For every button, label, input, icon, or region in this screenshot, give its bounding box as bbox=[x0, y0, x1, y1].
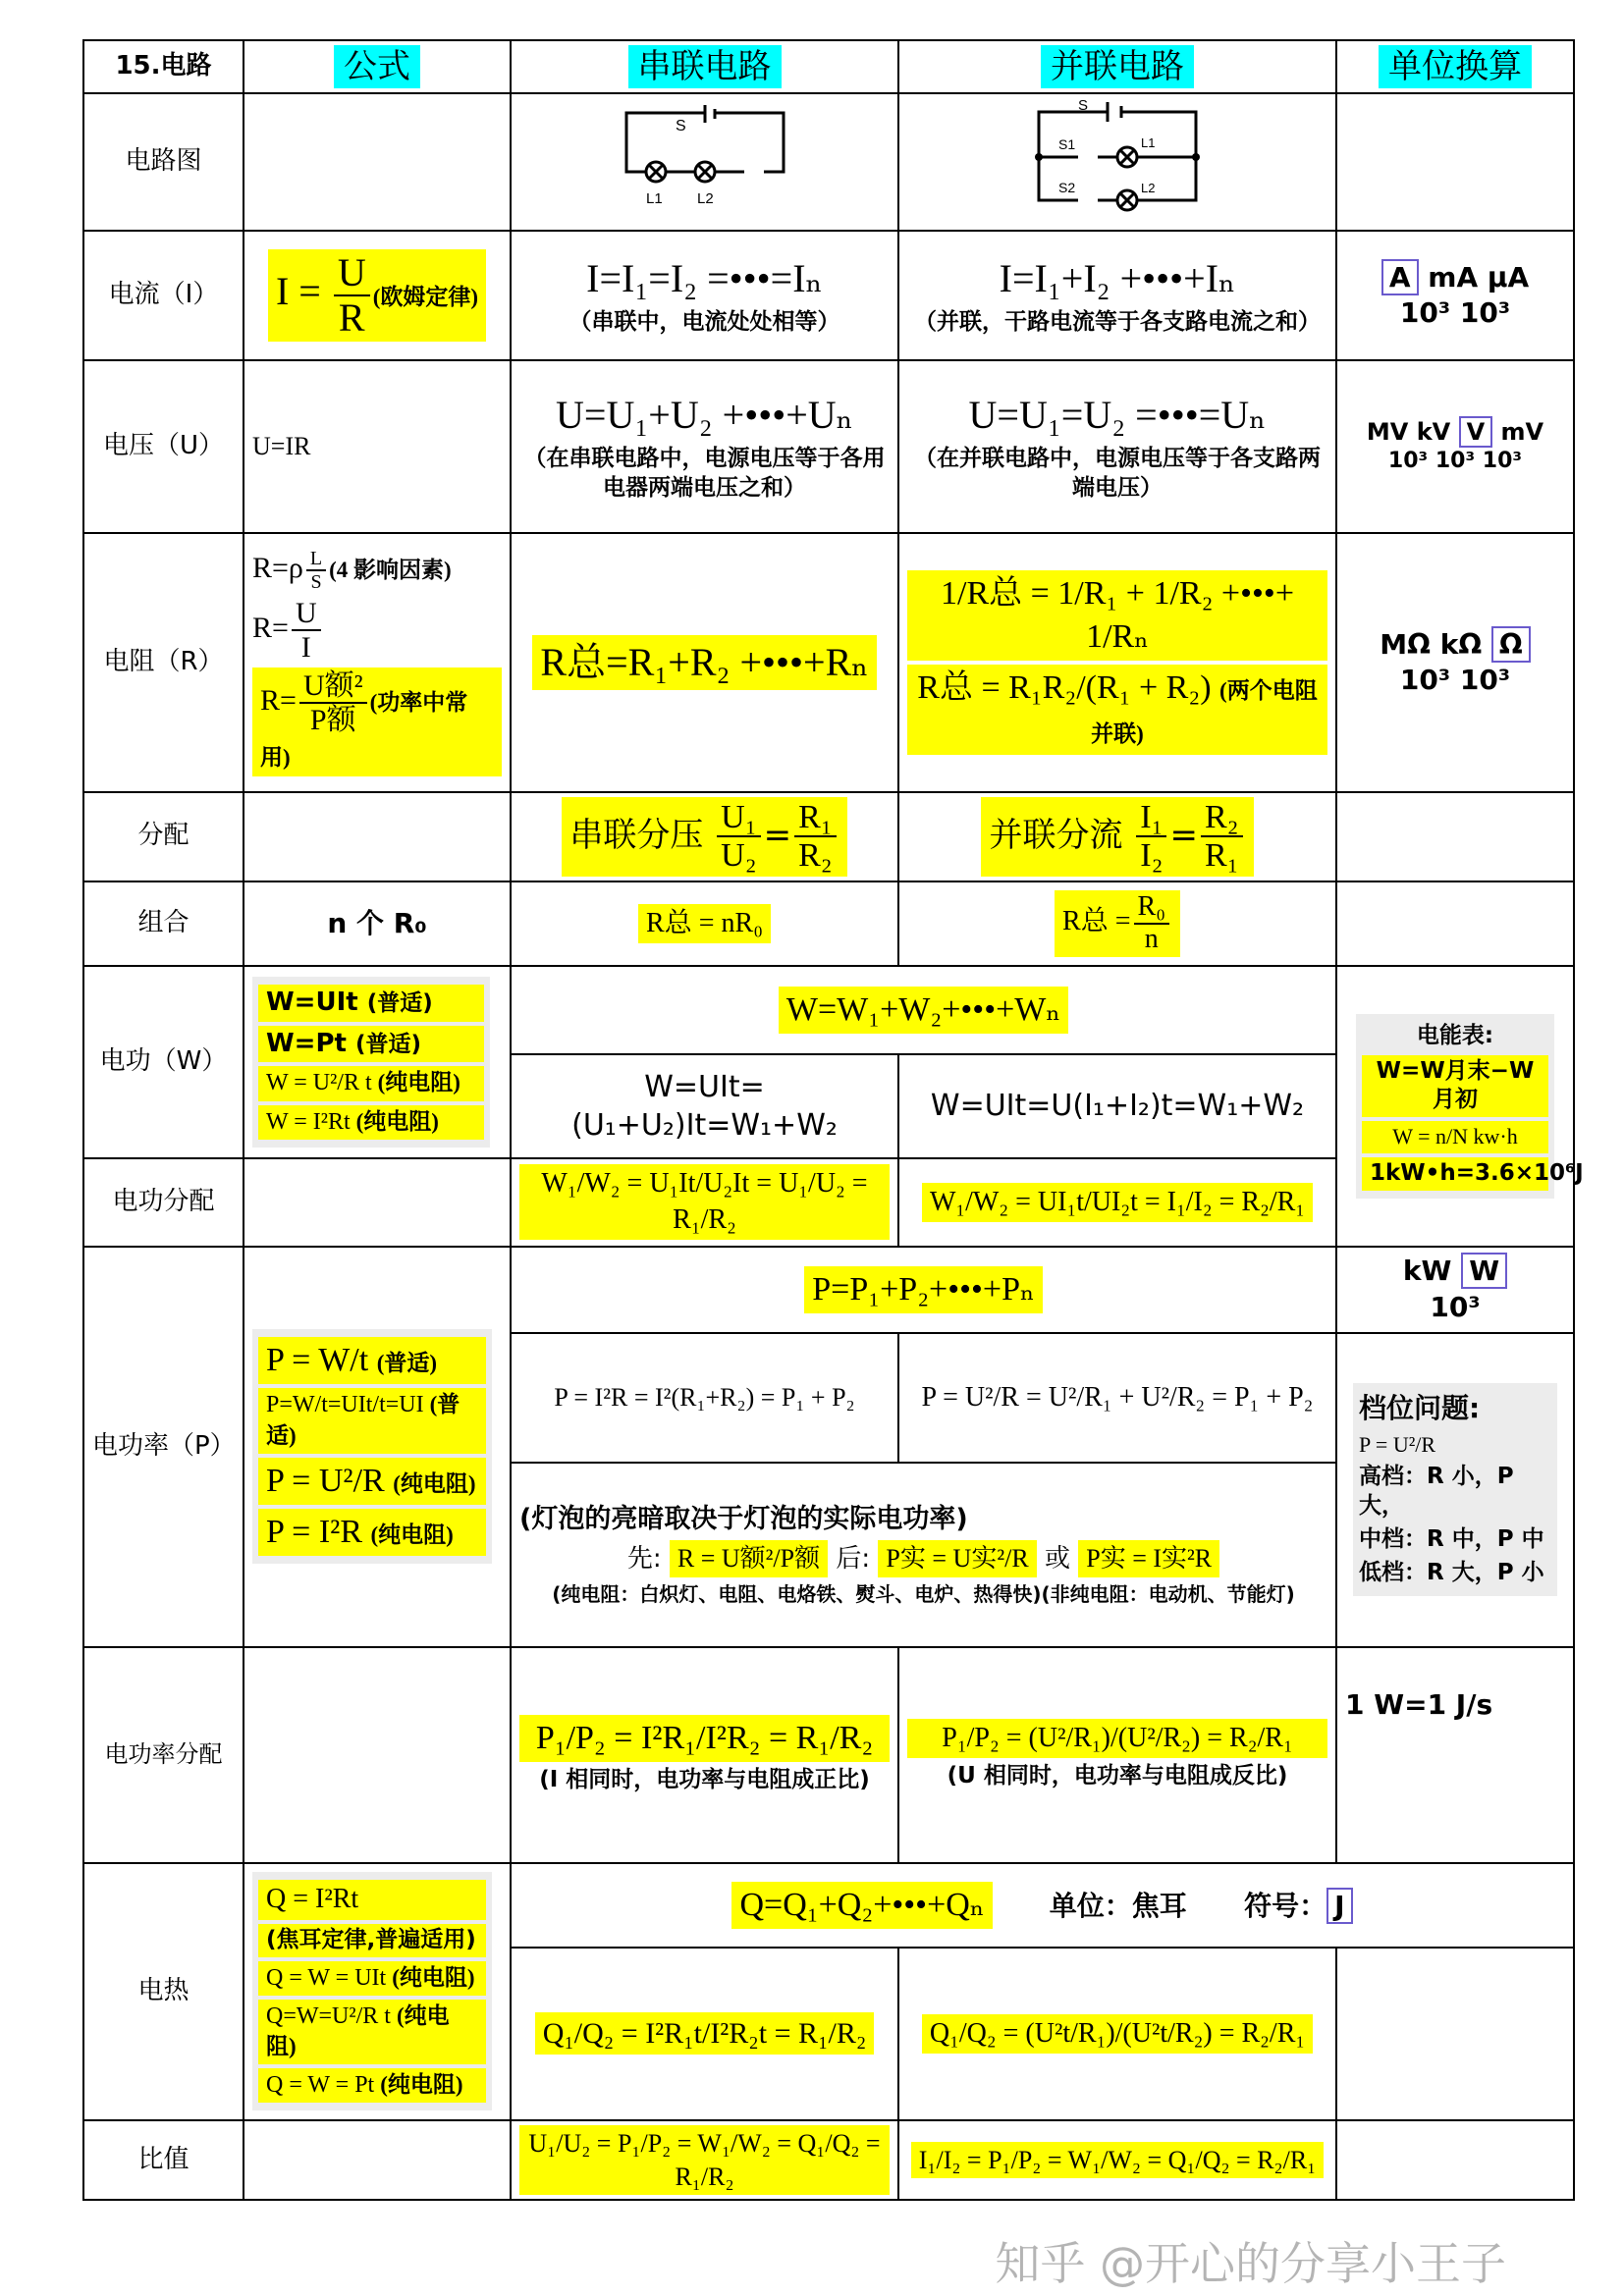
work-parallel: W=UIt=U(I₁+I₂)t=W₁+W₂ bbox=[898, 1054, 1336, 1158]
voltage-parallel-formula: U=U₁=U₂ =•••=Uₙ bbox=[968, 393, 1267, 438]
row-current bbox=[83, 231, 1574, 360]
ratio-units-empty bbox=[1336, 2120, 1574, 2201]
ratio-parallel: I₁/I₂ = P₁/P₂ = W₁/W₂ = Q₁/Q₂ = R₂/R₁ bbox=[898, 2120, 1336, 2201]
ratio-formula-empty bbox=[244, 2120, 511, 2201]
power-parallel: P = U²/R = U²/R₁ + U²/R₂ = P₁ + P₂ bbox=[898, 1333, 1336, 1463]
switch-s2-label: S2 bbox=[1058, 180, 1076, 196]
resistance-series bbox=[511, 533, 898, 792]
voltage-series-formula: U=U₁+U₂ +•••+Uₙ bbox=[556, 393, 853, 438]
ratio-series: U₁/U₂ = P₁/P₂ = W₁/W₂ = Q₁/Q₂ = R₁/R₂ bbox=[511, 2120, 898, 2201]
row-power-top bbox=[83, 1247, 1574, 1333]
row-label-diagram: 电路图 bbox=[83, 93, 244, 231]
work-dist-parallel: W₁/W₂ = UI₁t/UI₂t = I₁/I₂ = R₂/R₁ bbox=[898, 1158, 1336, 1247]
combination-formula: n 个 R₀ bbox=[244, 881, 511, 966]
current-units: A mA μA 10³ 10³ bbox=[1336, 231, 1574, 360]
current-parallel bbox=[898, 231, 1336, 360]
series-circuit-diagram bbox=[511, 93, 898, 231]
diagram-units-empty bbox=[1336, 93, 1574, 231]
row-label-work: 电功（W） bbox=[83, 966, 244, 1158]
col-parallel: 并联电路 bbox=[898, 40, 1336, 93]
resistance-formulas: R=ρ $\frac{L}{S}$ (4 影响因素) R= $\frac{U}{I}$ R= $\frac{\text{U额²}}{\text{P额}}$ (功率中常用) bbox=[244, 533, 511, 792]
combination-units-empty bbox=[1336, 881, 1574, 966]
current-formula bbox=[244, 231, 511, 360]
current-series bbox=[511, 231, 898, 360]
heat-units-empty bbox=[1336, 1948, 1574, 2120]
row-label-ratio: 比值 bbox=[83, 2120, 244, 2201]
power-formulas: P = W/t (普适) P=W/t=UIt/t=UI (普适) P = U²/R (纯电阻) P = I²R (纯电阻) bbox=[244, 1247, 511, 1647]
resistance-units: MΩ kΩ Ω 10³ 10³ bbox=[1336, 533, 1574, 792]
power-series: P = I²R = I²(R₁+R₂) = P₁ + P₂ bbox=[511, 1333, 898, 1463]
voltage-series bbox=[511, 360, 898, 533]
resistance-parallel-two: R总 = R₁R₂/(R₁ + R₂) (两个电阻并联) bbox=[907, 665, 1327, 755]
power-dist-units: 1 W=1 J/s bbox=[1336, 1647, 1574, 1863]
row-label-power: 电功率（P） bbox=[83, 1247, 244, 1647]
power-dist-series: P₁/P₂ = I²R₁/I²R₂ = R₁/R₂ (I 相同时，电功率与电阻成正比) bbox=[511, 1647, 898, 1863]
voltage-parallel-note: （在并联电路中，电源电压等于各支路两端电压） bbox=[914, 446, 1321, 501]
voltage-parallel bbox=[898, 360, 1336, 533]
chapter-title: 15.电路 bbox=[83, 40, 244, 93]
row-heat-top bbox=[83, 1863, 1574, 1948]
row-voltage bbox=[83, 360, 1574, 533]
distribution-parallel: 并联分流 $\frac{\text{I₁}}{\text{I₂}}$ = $\frac{\text{R₂}}{\text{R₁}}$ bbox=[898, 792, 1336, 881]
work-meter-units: 电能表: W=W月末−W月初 W = n/N kw·h 1kW•h=3.6×10⁶J bbox=[1336, 966, 1574, 1247]
current-series-note: （串联中，电流处处相等） bbox=[568, 309, 840, 336]
series-circuit-svg bbox=[607, 103, 803, 211]
header-row bbox=[83, 40, 1574, 93]
work-formulas: W=UIt (普适) W=Pt (普适) W = U²/R t (纯电阻) W = I²Rt (纯电阻) bbox=[244, 966, 511, 1158]
row-work-top bbox=[83, 966, 1574, 1054]
power-dist-parallel: P₁/P₂ = (U²/R₁)/(U²/R₂) = R₂/R₁ (U 相同时，电功率与电阻成反比) bbox=[898, 1647, 1336, 1863]
current-series-formula: I=I₁=I₂ =•••=Iₙ bbox=[586, 256, 823, 301]
col-series: 串联电路 bbox=[511, 40, 898, 93]
current-parallel-formula: I=I₁+I₂ +•••+Iₙ bbox=[999, 256, 1236, 301]
voltage-formula: U=IR bbox=[244, 360, 511, 533]
combination-parallel: R总 = $\frac{\text{R₀}}{n}$ bbox=[898, 881, 1336, 966]
power-dist-formula-empty bbox=[244, 1647, 511, 1863]
watermark: 知乎 @开心的分享小王子 bbox=[995, 2237, 1506, 2290]
row-combination bbox=[83, 881, 1574, 966]
circuit-formula-table bbox=[82, 39, 1584, 2201]
power-units: kW W 10³ bbox=[1336, 1247, 1574, 1333]
current-parallel-note: （并联，干路电流等于各支路电流之和） bbox=[914, 309, 1321, 336]
work-dist-series: W₁/W₂ = U₁It/U₂It = U₁/U₂ = R₁/R₂ bbox=[511, 1158, 898, 1247]
ohms-law: I = $\frac{U}{R}$ (欧姆定律) bbox=[268, 249, 486, 342]
col-formula: 公式 bbox=[244, 40, 511, 93]
row-label-current: 电流（I） bbox=[83, 231, 244, 360]
row-distribution bbox=[83, 792, 1574, 881]
parallel-circuit-diagram bbox=[898, 93, 1336, 231]
switch-s-label: S bbox=[675, 118, 686, 135]
row-label-combination: 组合 bbox=[83, 881, 244, 966]
distribution-formula-empty bbox=[244, 792, 511, 881]
voltage-series-note: （在串联电路中，电源电压等于各用电器两端电压之和） bbox=[523, 446, 886, 501]
power-both: P=P₁+P₂+•••+Pₙ bbox=[511, 1247, 1336, 1333]
row-label-work-dist: 电功分配 bbox=[83, 1158, 244, 1247]
heat-parallel: Q₁/Q₂ = (U²t/R₁)/(U²t/R₂) = R₂/R₁ bbox=[898, 1948, 1336, 2120]
row-label-voltage: 电压（U） bbox=[83, 360, 244, 533]
switch-s-label-parallel: S bbox=[1078, 98, 1089, 115]
row-label-resistance: 电阻（R） bbox=[83, 533, 244, 792]
lamp-l2-label: L2 bbox=[696, 190, 714, 208]
combination-series: R总 = nR₀ bbox=[511, 881, 898, 966]
row-label-heat: 电热 bbox=[83, 1863, 244, 2120]
row-label-power-dist: 电功率分配 bbox=[83, 1647, 244, 1863]
power-bulb: (灯泡的亮暗取决于灯泡的实际电功率) 先: R = U额²/P额 后: P实 = U实²/R 或 P实 = I实²R (纯电阻：白炽灯、电阻、电烙铁、熨斗、电炉、热得快)(非纯电阻：电动机、节能灯) bbox=[511, 1463, 1336, 1647]
row-label-distribution: 分配 bbox=[83, 792, 244, 881]
row-diagram bbox=[83, 93, 1574, 231]
heat-series: Q₁/Q₂ = I²R₁t/I²R₂t = R₁/R₂ bbox=[511, 1948, 898, 2120]
lamp-l1-label-parallel: L1 bbox=[1141, 135, 1156, 151]
row-ratio bbox=[83, 2120, 1574, 2201]
work-both: W=W₁+W₂+•••+Wₙ bbox=[511, 966, 1336, 1054]
distribution-units-empty bbox=[1336, 792, 1574, 881]
diagram-formula-empty bbox=[244, 93, 511, 231]
power-gear: 档位问题: P = U²/R 高档：R 小，P 大， 中档：R 中，P 中 低档：R 大，P 小 bbox=[1336, 1333, 1574, 1647]
lamp-l1-label: L1 bbox=[645, 190, 663, 208]
work-series: W=UIt=(U₁+U₂)It=W₁+W₂ bbox=[511, 1054, 898, 1158]
resistance-series-formula: R总=R₁+R₂ +•••+Rₙ bbox=[532, 635, 876, 690]
heat-formulas: Q = I²Rt (焦耳定律,普遍适用) Q = W = UIt (纯电阻) Q=W=U²/R t (纯电阻) Q = W = Pt (纯电阻) bbox=[244, 1863, 511, 2120]
switch-s1-label: S1 bbox=[1058, 136, 1076, 153]
parallel-circuit-svg bbox=[1019, 98, 1216, 216]
lamp-l2-label-parallel: L2 bbox=[1141, 181, 1156, 196]
voltage-units: MV kV V mV 10³ 10³ 10³ bbox=[1336, 360, 1574, 533]
distribution-series: 串联分压 $\frac{\text{U₁}}{\text{U₂}}$ = $\frac{\text{R₁}}{\text{R₂}}$ bbox=[511, 792, 898, 881]
heat-both: Q=Q₁+Q₂+•••+Qₙ 单位：焦耳 符号： J bbox=[511, 1863, 1574, 1948]
col-units: 单位换算 bbox=[1336, 40, 1574, 93]
resistance-parallel-reciprocal: 1/R总 = 1/R₁ + 1/R₂ +•••+ 1/Rₙ bbox=[907, 570, 1327, 661]
row-power-dist bbox=[83, 1647, 1574, 1863]
row-resistance bbox=[83, 533, 1574, 792]
work-dist-formula-empty bbox=[244, 1158, 511, 1247]
resistance-parallel bbox=[898, 533, 1336, 792]
